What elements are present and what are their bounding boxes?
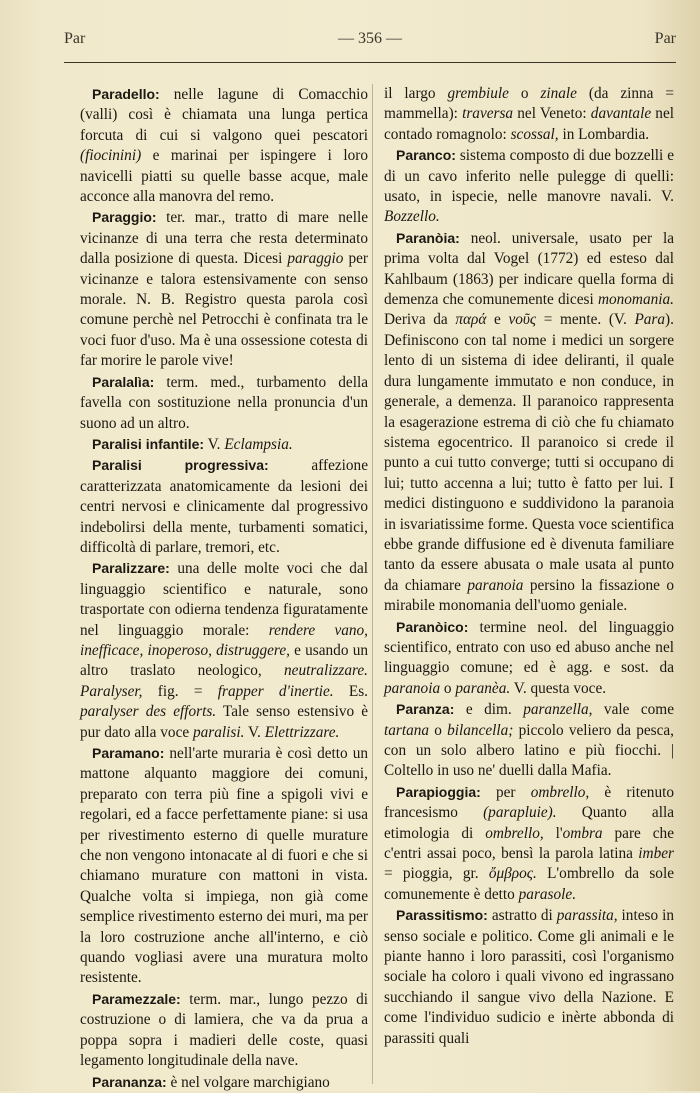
entry-headword: Paralizzare:: [92, 560, 170, 577]
dictionary-entry: [80, 989, 368, 1072]
italic-text: paralisi.: [192, 723, 245, 741]
entry-text: e marinai per ispingere i loro navicelli piatti su quelle basse acque, male acconce alla manovra del remo.: [80, 147, 368, 206]
entry-text: ). Definiscono con tal nome i medici un sorgere lento di un sistema di idee deliranti, il quale dura lungamente immutato e non conduce, in generale, a demenza. Il paranoico rappresenta la esagerazione estrema di ciò che fu chiamato sistema egocentrico. Il paranoico si crede il punto a cui tutto converge; tutti si occupano di lui; tutto accenna a lui; tutto è fatto per lui. I medici distinguono e suddividono la paranoia in isvariatissime forme. Questa voce scientifica ebbe grande diffusione ed è divenuta familiare tanto da essere abusata o male usata al punto da chiamare: [384, 311, 674, 594]
entry-text: è ritenuto francesismo: [384, 783, 674, 822]
entry-headword: Paranòia:: [396, 229, 460, 246]
entry-text: astratto di: [487, 907, 557, 925]
entry-text: nelle lagune di Comacchio (valli) così è chiamata una lunga pertica forcuta di cui si valgono quei pescatori: [80, 86, 368, 144]
dictionary-entry: [384, 145, 674, 228]
entry-text: term. mar., lungo pezzo di costruzione o di lamiera, che va da prua a poppa sopra i madieri delle coste, quasi legamento longitudinale della nave.: [80, 990, 368, 1070]
entry-text: una delle molte voci che dal linguaggio scientifico e naturale, sono trasportate con odierna tendenza figuratamente nel linguaggio morale:: [80, 560, 368, 639]
entry-text: ter. mar., tratto di mare nelle vicinanze di una terra che resta determinato dalla posizione di questa. Dicesi: [80, 209, 368, 268]
header-rule: [64, 62, 676, 63]
entry-text: L'ombrello da sole comunemente è detto: [384, 865, 674, 903]
dictionary-entry: [384, 905, 674, 1049]
italic-text: παρά: [455, 311, 487, 329]
italic-text: paranèa.: [455, 679, 511, 697]
italic-text: tartana: [384, 721, 430, 739]
entry-text: e usando un altro traslato neologico,: [80, 641, 368, 680]
italic-text: bilancella;: [447, 721, 514, 739]
italic-text: monomania.: [597, 291, 674, 309]
entry-text: persino la fissazione o mirabile monomania dell'uomo geniale.: [384, 576, 674, 615]
entry-text: (da zinna = mammella):: [384, 85, 675, 123]
entry-text: o: [508, 85, 541, 102]
italic-text: (fiocinini): [80, 147, 142, 165]
running-header: [64, 30, 676, 54]
italic-text: davantale: [590, 105, 652, 123]
entry-headword: Paranco:: [396, 147, 456, 164]
italic-text: imber: [638, 845, 674, 863]
italic-text: scossal,: [510, 125, 559, 143]
italic-text: rendere vano, inefficace, inoperoso, distruggere,: [80, 621, 369, 659]
italic-text: parasole.: [518, 885, 577, 903]
entry-headword: Parapioggia:: [396, 783, 481, 800]
entry-headword: Paraggio:: [92, 209, 157, 226]
dictionary-entry: [80, 207, 368, 371]
italic-text: ὄμβρος.: [488, 865, 537, 883]
entry-continuation: [384, 84, 674, 145]
entry-text: l': [543, 824, 563, 842]
entry-text: Quanto alla etimologia di: [384, 804, 675, 842]
entry-headword: Paranòico:: [396, 618, 469, 635]
entry-headword: Parassitismo:: [396, 907, 488, 924]
entry-text: il largo: [384, 85, 448, 102]
entry-text: per vicinanze e talora estensivamente con senso morale. N. B. Registro questa parola così comune perchè nel Petrocchi è confinata tra le voci fuor d'uso. Ma è una ossessione cotesta di far morire le parole vive!: [80, 250, 369, 370]
entry-text: o: [440, 679, 456, 697]
right-column: [384, 84, 674, 1049]
dictionary-entry: [80, 1072, 368, 1093]
entry-text: nell'arte muraria è così detto un mattone alquanto maggiore dei comuni, preparato con terra più fine a spigoli vivi e regolari, ed a facce perfettamente piane: si usa per rivestimento esterno di quelle murature che non vengono intonacate al di fuori e che si chiamano murature con mattoni in vista. Qualche volta si impiega, non già come semplice rivestimento esterno dei muri, ma per la loro costruzione anche all'interno, e ciò quando vogliasi avere una muratura molto resistente.: [80, 745, 368, 987]
entry-text: V.: [244, 723, 265, 741]
italic-text: Elettrizzare.: [264, 723, 340, 741]
italic-text: ombrello,: [485, 824, 544, 842]
entry-headword: Paralisi infantile:: [92, 435, 205, 452]
entry-text: sistema composto di due bozzelli e di un cavo inferito nelle pulegge di quelli: usato, in ispecie, nelle manovre navali. V.: [384, 147, 674, 206]
entry-text: term. med., turbamento della favella con sostituzione nella pronuncia d'un suono ad un altro.: [80, 373, 368, 432]
entry-text: e: [486, 311, 509, 329]
italic-text: paralyser des efforts.: [80, 703, 217, 721]
italic-text: Bozzello.: [384, 208, 440, 226]
entry-headword: Paralisi progressiva:: [92, 457, 269, 474]
italic-text: zinale: [540, 85, 577, 102]
left-column: [80, 84, 368, 1093]
italic-text: traversa: [462, 105, 514, 123]
entry-text: = pioggia, gr.: [384, 865, 489, 883]
italic-text: parassita,: [556, 907, 618, 925]
italic-text: Para: [634, 311, 666, 329]
entry-text: piccolo veliero da pesca, con un solo albero latino e più fiocchi. | Coltello in uso ne' duelli dalla Mafia.: [384, 721, 674, 780]
entry-text: neol. universale, usato per la prima volta dal Vogel (1772) ed esteso dal Kahlbaum (1863) per indicare quella forma di demenza che comunemente dicesi: [384, 229, 674, 309]
entry-text: è nel volgare marchigiano: [166, 1073, 330, 1091]
italic-text: grembiule: [447, 85, 509, 102]
entry-text: Es.: [333, 682, 368, 700]
dictionary-entry: [80, 743, 368, 989]
entry-text: nel contado romagnolo:: [384, 105, 674, 143]
italic-text: paraggio: [287, 250, 344, 268]
entry-text: inteso in senso sociale e politico. Come gli animali e le piante hanno i loro parassiti, così l'organismo sociale ha coloro i quali vivono ed ingrassano succhiando il sangue vivo della Nazione. E come l'individuo sudicio e inèrte abbonda di parassiti quali: [384, 907, 674, 1047]
entry-text: affezione caratterizzata anatomicamente da lesioni dei centri nervosi e clinicamente dal progressivo indebolirsi della mente, turbamenti somatici, difficoltà di parlare, tremori, etc.: [80, 457, 368, 556]
entry-text: V. questa voce.: [510, 679, 607, 697]
dictionary-entry: [80, 434, 368, 455]
entry-text: e dim.: [454, 701, 524, 719]
italic-text: frapper d'inertie.: [217, 682, 334, 700]
dictionary-entry: [384, 699, 674, 782]
italic-text: (parapluie).: [483, 804, 557, 822]
entry-headword: Paramezzale:: [92, 990, 181, 1007]
italic-text: ombrello,: [530, 783, 590, 801]
italic-text: neutralizzare. Paralyser,: [80, 662, 368, 700]
entry-headword: Paradello:: [92, 86, 160, 102]
dictionary-entry: [384, 782, 674, 905]
italic-text: paranoia: [384, 679, 441, 697]
italic-text: paranzella,: [523, 701, 593, 719]
entry-text: V.: [204, 435, 225, 453]
entry-text: in Lombardia.: [558, 125, 650, 143]
header-guide-word-right: Par: [654, 30, 676, 47]
column-divider: [372, 84, 373, 1084]
entry-text: o: [429, 721, 448, 739]
entry-text: termine neol. del linguaggio scientifico, entrato con uso ed abuso anche nel linguaggio comune; ed è agg. e sost. da: [384, 618, 674, 677]
entry-text: Tale senso estensivo è pur dato alla voce: [80, 703, 369, 741]
entry-text: = mente. (V.: [536, 311, 635, 329]
dictionary-entry: [80, 372, 368, 434]
entry-text: Deriva da: [384, 311, 456, 329]
entry-text: per: [480, 783, 531, 801]
italic-text: Eclampsia.: [224, 435, 293, 453]
entry-text: nel Veneto:: [513, 105, 591, 123]
header-guide-word-left: Par: [64, 30, 86, 47]
page-number: — 356 —: [338, 30, 402, 47]
entry-text: vale come: [592, 701, 674, 719]
entry-headword: Paralalìa:: [92, 373, 155, 390]
entry-headword: Parananza:: [92, 1073, 167, 1090]
entry-text: pare che c'entri assai poco, bensì la parola latina: [384, 824, 674, 863]
dictionary-entry: [384, 228, 674, 617]
entry-headword: Paramano:: [92, 745, 165, 761]
entry-headword: Paranza:: [396, 701, 455, 718]
dictionary-entry: [80, 558, 368, 743]
dictionary-entry: [80, 84, 368, 207]
entry-text: fig. =: [142, 682, 218, 700]
italic-text: νοῦς: [508, 311, 537, 329]
italic-text: ombra: [562, 824, 603, 842]
italic-text: paranoia: [467, 576, 524, 594]
dictionary-entry: [80, 455, 368, 558]
dictionary-entry: [384, 617, 674, 700]
